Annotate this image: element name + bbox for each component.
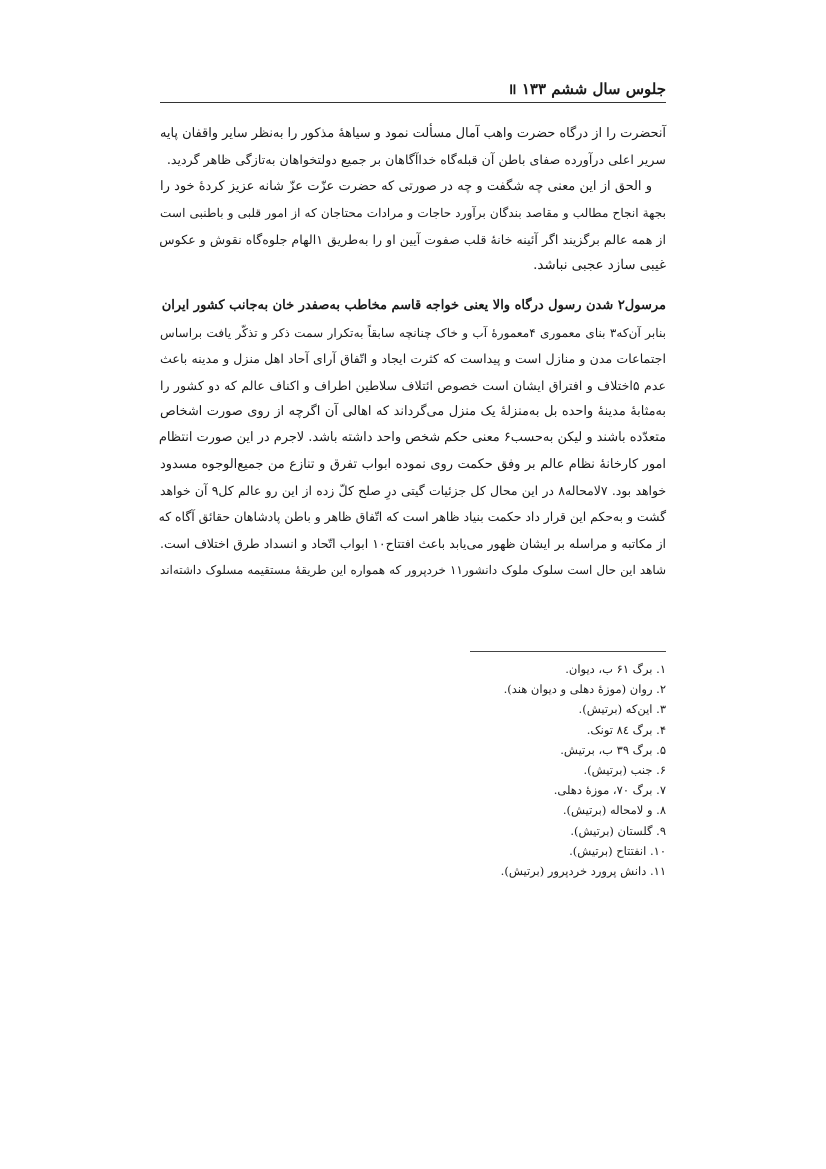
text-line: عدم ۵اختلاف و افتراق ایشان است خصوص ائتلاف سلاطین اطراف و اکناف عالم که دو کشور را [160, 377, 666, 393]
footnote: ۹. گلستان (برتیش). [570, 823, 666, 838]
footnotes [366, 659, 666, 881]
text-line: آنحضرت را از درگاه حضرت واهب آمال مسألت نمود و سیاههٔ مذکور را به‌نظر سایر واقفان پایه [160, 126, 666, 141]
text-line: سریر اعلی درآورده صفای باطن آن قبله‌گاه خداآگاهان بر جمیع دولتخواهان به‌تازگی ظاهر گردید. [166, 152, 666, 168]
footnote: ۱۱. دانش پرورد خردپرور (برتیش). [500, 863, 666, 878]
footnote: ۴. برگ ۸٤ تونک. [586, 722, 666, 737]
text-line: خواهد بود. ۷لامحاله۸ در این محال کل جزئیات گیتی درِ صلح کلّ زده از این رو عالم کل۹ آن خواهد [160, 483, 667, 499]
footnote: ۱۰. انفتتاح (برتیش). [569, 843, 666, 858]
paragraph-1 [160, 121, 666, 174]
footnote: ۳. این‌که (برتیش). [578, 702, 666, 717]
text-line: بجهة انجاح مطالب و مقاصد بندگان برآورد حاجات و مرادات محتاجان که از امور قلبی و باطنبی است [160, 206, 666, 221]
footnote: ۶. جنب (برتیش). [583, 762, 666, 777]
section-paragraph [160, 293, 666, 583]
text-line: بنابر آن‌که۳ بنای معموری ۴معمورهٔ آب و خاک چنانچه سابقاً به‌تکرار سمت ذکر و تذکّر یافت براساس [160, 325, 666, 340]
text-line: امور کارخانهٔ نظام عالم بر وفق حکمت روی نموده ابواب تفرق و تنازع من جمیع‌الوجوه مسدود [160, 456, 666, 472]
text-line: به‌مثابهٔ مدینهٔ واحده بل به‌منزلهٔ یک منزل می‌گرداند که اهالی آن اگرچه از روی صورت اشخاص [160, 403, 666, 419]
footnote: ۵. برگ ۳۹ ب، برتیش. [560, 742, 666, 757]
text-line: از مکاتبه و مراسله بر ایشان ظهور می‌یابد باعث افتتاح۱۰ ابواب اتّحاد و انسداد طرق اختلاف است. [160, 535, 666, 551]
text-line: شاهد این حال است سلوک ملوک دانشور۱۱ خردپرور که همواره این طریقهٔ مستقیمه مسلوک داشته‌اند [160, 563, 667, 578]
header-rule [160, 102, 666, 103]
footnote: ۲. روان (موزهٔ دهلی و دیوان هند). [503, 682, 666, 697]
text-line: اجتماعات مدن و منازل است و پیداست که کثرت ایجاد و اتّفاق آرای آحاد اهل منزل و مدینه باعث [160, 351, 666, 367]
text-line: گشت و به‌حکم این قرار داد حکمت بنیاد ظاهر است که اتّفاق ظاهر و باطن پادشاهان حقائق آگاه که [158, 509, 666, 525]
footnote: ۸. و لامحاله (برتیش). [562, 803, 666, 818]
text-line: از همه عالم برگزیند اگر آئینه خانهٔ قلب صفوت آیین او را به‌طریق ۱الهام جلوه‌گاه نقوش و عکوس [159, 231, 666, 247]
text-line: متعدّده باشند و لیکن به‌حسب۶ معنی حکم شخص واحد داشته باشد. لاجرم در این صورت انتظام [158, 430, 666, 446]
footnote-rule [470, 651, 666, 652]
text-line: و الحق از این معنی چه شگفت و چه در صورتی که حضرت عزّت عزّ شانه عزیز کردهٔ خود را [160, 178, 652, 194]
running-header: جلوس سال ششم ॥ ۱۳۳ [507, 80, 666, 98]
section-heading: مرسول۲ شدن رسول درگاه والا یعنی خواجه قاسم مخاطب به‌صفدر خان به‌جانب کشور ایران [161, 298, 666, 314]
paragraph-2 [160, 174, 666, 280]
footnote: ۷. برگ ۷۰، موزهٔ دهلی. [553, 783, 666, 798]
text-line: غیبی سازد عجبی نباشد. [533, 257, 666, 273]
body-text [160, 121, 666, 584]
footnote: ۱. برگ ۶۱ ب، دیوان. [565, 662, 666, 676]
